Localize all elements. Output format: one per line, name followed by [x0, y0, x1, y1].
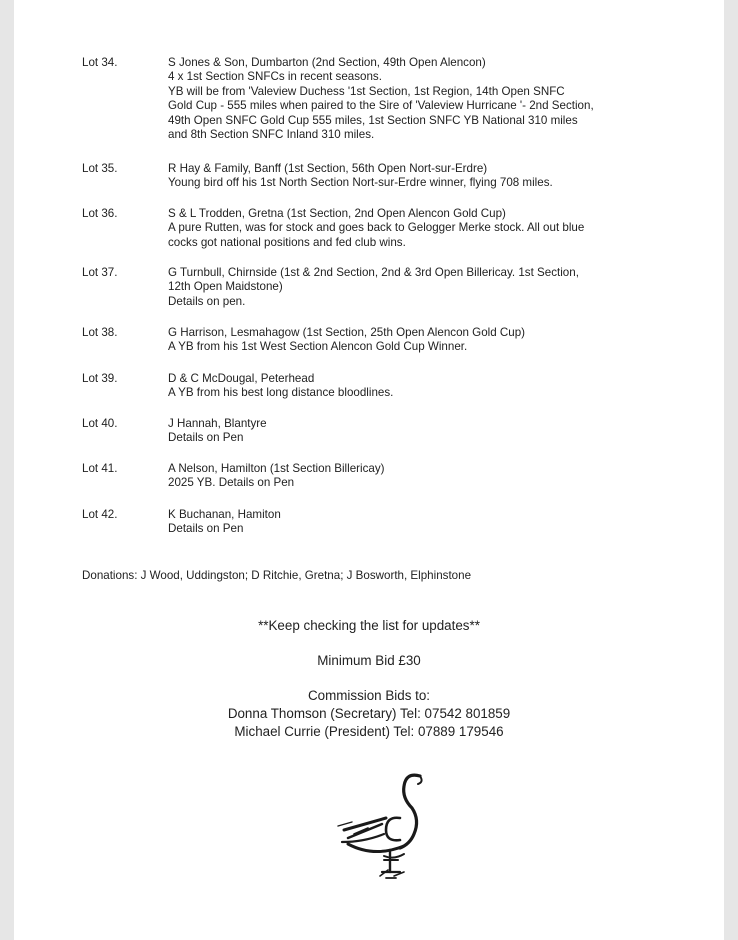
- lot-number: Lot 38.: [82, 326, 118, 339]
- lot-line: and 8th Section SNFC Inland 310 miles.: [168, 128, 375, 142]
- minimum-bid: Minimum Bid £30: [317, 653, 421, 668]
- lot-number: Lot 39.: [82, 372, 118, 385]
- lot-line: 12th Open Maidstone): [168, 280, 283, 294]
- lot-line: 4 x 1st Section SNFCs in recent seasons.: [168, 70, 382, 84]
- secretary-contact: Donna Thomson (Secretary) Tel: 07542 801859: [227, 706, 511, 721]
- lot-line: 2025 YB. Details on Pen: [168, 476, 295, 490]
- lot-line: S Jones & Son, Dumbarton (2nd Section, 49th Open Alencon): [168, 56, 486, 69]
- lot-line: R Hay & Family, Banff (1st Section, 56th Open Nort-sur-Erdre): [168, 162, 488, 175]
- lot-line: A Nelson, Hamilton (1st Section Billericay): [168, 462, 385, 475]
- lot-line: Details on Pen: [168, 431, 244, 445]
- lot-number: Lot 40.: [82, 417, 118, 430]
- lot-number: Lot 34.: [82, 56, 118, 69]
- document-page: [14, 0, 724, 940]
- lot-line: Young bird off his 1st North Section Nort-sur-Erdre winner, flying 708 miles.: [168, 176, 553, 190]
- lot-number: Lot 42.: [82, 508, 118, 521]
- lot-line: Details on pen.: [168, 294, 246, 308]
- lot-line: A YB from his 1st West Section Alencon Gold Cup Winner.: [168, 340, 468, 354]
- lot-line: D & C McDougal, Peterhead: [168, 372, 315, 385]
- lot-line: YB will be from 'Valeview Duchess '1st Section, 1st Region, 14th Open SNFC: [168, 84, 565, 98]
- lot-details: [168, 508, 708, 537]
- lot-line: A YB from his best long distance bloodlines.: [168, 386, 394, 400]
- lot-number: Lot 35.: [82, 162, 118, 175]
- lot-line: A pure Rutten, was for stock and goes back to Gelogger Merke stock. All out blue: [168, 221, 585, 235]
- lot-line: J Hannah, Blantyre: [168, 417, 267, 430]
- lot-line: G Harrison, Lesmahagow (1st Section, 25th Open Alencon Gold Cup): [168, 326, 526, 339]
- lot-line: Gold Cup - 555 miles when paired to the Sire of 'Valeview Hurricane '- 2nd Section,: [168, 99, 594, 113]
- lot-details: [168, 462, 708, 491]
- lot-number: Lot 37.: [82, 266, 118, 279]
- lot-line: cocks got national positions and fed club wins.: [168, 235, 406, 249]
- lot-details: [168, 326, 708, 355]
- donations-line: Donations: J Wood, Uddingston; D Ritchie, Gretna; J Bosworth, Elphinstone: [82, 569, 472, 582]
- lot-details: [168, 162, 708, 191]
- update-notice: **Keep checking the list for updates**: [258, 618, 480, 633]
- lot-details: [168, 207, 708, 250]
- lot-number: Lot 36.: [82, 207, 118, 220]
- commission-heading: Commission Bids to:: [307, 688, 431, 703]
- lot-line: S & L Trodden, Gretna (1st Section, 2nd Open Alencon Gold Cup): [168, 207, 506, 220]
- lot-details: [168, 56, 708, 142]
- lot-number: Lot 41.: [82, 462, 118, 475]
- president-contact: Michael Currie (President) Tel: 07889 179546: [234, 724, 504, 739]
- lot-line: Details on Pen: [168, 522, 244, 536]
- pigeon-logo-icon: [324, 768, 434, 888]
- lot-line: G Turnbull, Chirnside (1st & 2nd Section, 2nd & 3rd Open Billericay. 1st Section,: [168, 266, 579, 279]
- lot-line: K Buchanan, Hamiton: [168, 508, 281, 521]
- lot-details: [168, 266, 708, 309]
- lot-details: [168, 417, 708, 446]
- lot-details: [168, 372, 708, 401]
- lot-line: 49th Open SNFC Gold Cup 555 miles, 1st Section SNFC YB National 310 miles: [168, 113, 578, 127]
